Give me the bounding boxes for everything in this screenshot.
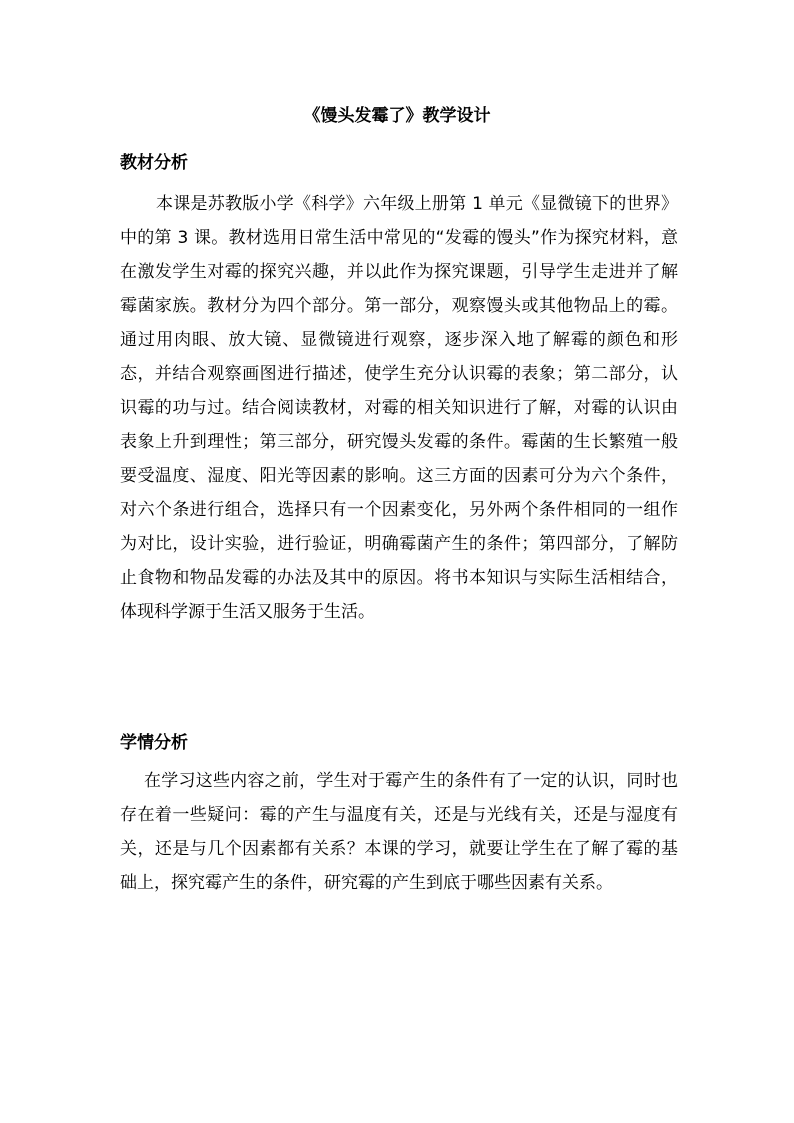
paragraph-student-analysis: 在学习这些内容之前，学生对于霉产生的条件有了一定的认识，同时也存在着一些疑问：霉的产生与温度有关，还是与光线有关，还是与湿度有关，还是与几个因素都有关系？本课的学习，就要让学生在了解了霉的基础上，探究霉产生的条件，研究霉的产生到底于哪些因素有关系。 [120,771,678,893]
section-heading-student-analysis: 学情分析 [120,733,188,753]
paragraph-textbook-analysis: 本课是苏教版小学《科学》六年级上册第 1 单元《显微镜下的世界》中的第 3 课。教材选用日常生活中常见的“发霉的馒头”作为探究材料，意在激发学生对霉的探究兴趣，并以此作为探究课题，引导学生走进并了解霉菌家族。教材分为四个部分。第一部分，观察馒头或其他物品上的霉。通过用肉眼、放大镜、显微镜进行观察，逐步深入地了解霉的颜色和形态，并结合观察画图进行描述，使学生充分认识霉的表象；第二部分，认识霉的功与过。结合阅读教材，对霉的相关知识进行了解，对霉的认识由表象上升到理性；第三部分，研究馒头发霉的条件。霉菌的生长繁殖一般要受温度、湿度、阳光等因素的影响。这三方面的因素可分为六个条件，对六个条进行组合，选择只有一个因素变化，另外两个条件相同的一组作为对比，设计实验，进行验证，明确霉菌产生的条件；第四部分，了解防止食物和物品发霉的办法及其中的原因。将书本知识与实际生活相结合，体现科学源于生活又服务于生活。 [120,194,678,622]
section-heading-textbook-analysis: 教材分析 [120,153,188,173]
document-title: 《馒头发霉了》教学设计 [303,106,491,126]
